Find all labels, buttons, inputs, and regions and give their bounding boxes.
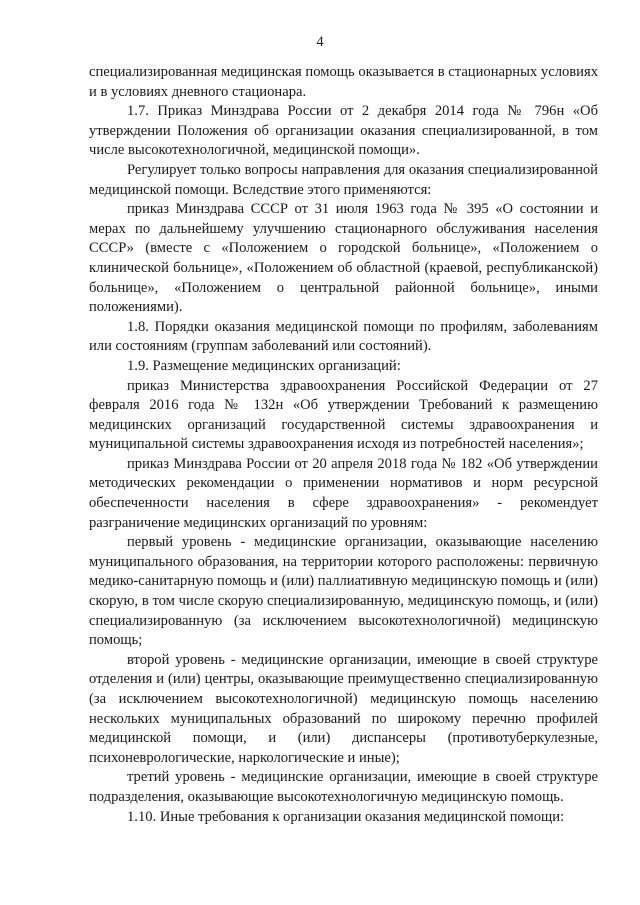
paragraph-1-8: 1.8. Порядки оказания медицинской помощи по профилям, заболеваниям или состояниям (группам заболеваний или состояний).	[89, 318, 598, 355]
paragraph-order-132n: приказ Министерства здравоохранения Российской Федерации от 27 февраля 2016 года № 132н «Об утверждении Требований к размещению медицинских организаций государственной системы здравоохранения и муниципальной системы здравоохранения исходя из потребностей населения»;	[89, 377, 598, 453]
paragraph-regulates: Регулирует только вопросы направления для оказания специализированной медицинской помощи. Вследствие этого применяются:	[89, 161, 598, 198]
paragraph-continuation: специализированная медицинская помощь оказывается в стационарных условиях и в условиях дневного стационара.	[89, 64, 598, 100]
paragraph-1-7: 1.7. Приказ Минздрава России от 2 декабря 2014 года № 796н «Об утверждении Положения об организации оказания специализированной, в том числе высокотехнологичной, медицинской помощи».	[89, 103, 598, 159]
paragraph-ussr-order: приказ Минздрава СССР от 31 июля 1963 года № 395 «О состоянии и мерах по дальнейшему улучшению стационарного обслуживания населения СССР» (вместе с «Положением о городской больнице», «Положением о клинической больнице», «Положением об областной (краевой, республиканской) больнице», «Положением о центральной районной больнице», иными положениями).	[89, 201, 598, 316]
paragraph-1-9: 1.9. Размещение медицинских организаций:	[127, 357, 401, 374]
document-body	[89, 63, 598, 827]
paragraph-first-level: первый уровень - медицинские организации, оказывающие населению муниципального образования, на территории которого расположены: первичную медико-санитарную помощь и (или) паллиативную медицинскую помощь и (или) скорую, в том числе скорую специализированную, медицинскую помощь, и (или) специализированную (за исключением высокотехнологичной) медицинскую помощь;	[89, 534, 598, 649]
paragraph-third-level: третий уровень - медицинские организации, имеющие в своей структуре подразделения, оказывающие высокотехнологичную медицинскую помощь.	[89, 769, 598, 805]
paragraph-second-level: второй уровень - медицинские организации, имеющие в своей структуре отделения и (или) центры, оказывающие преимущественно специализированную (за исключением высокотехнологичной) медицинскую помощь населению нескольких муниципальных образований по широкому перечню профилей медицинской помощи, и (или) диспансеры (противотуберкулезные, психоневрологические, наркологические и иные);	[89, 651, 598, 766]
paragraph-order-182: приказ Минздрава России от 20 апреля 2018 года № 182 «Об утверждении методических рекомендации о применении нормативов и норм ресурсной обеспеченности населения в сфере здравоохранения» - рекомендует разграничение медицинских организаций по уровням:	[89, 455, 598, 531]
page-number: 4	[316, 34, 324, 50]
paragraph-1-10: 1.10. Иные требования к организации оказания медицинской помощи:	[127, 808, 565, 825]
